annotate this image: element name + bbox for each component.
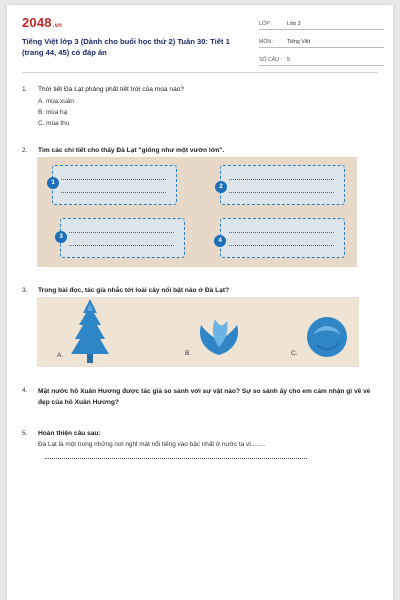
meta-panel — [259, 17, 384, 71]
question-text: Thời tiết Đà Lạt phảng phất tiết trời của mùa nào? — [38, 86, 185, 93]
badge-3: 3 — [55, 231, 67, 243]
question-number: 1. — [22, 86, 28, 93]
image-label-b: B. — [185, 350, 192, 357]
document-page — [7, 5, 393, 600]
question-number: 3. — [22, 287, 28, 294]
question-5-sentence: Đà Lạt là một trong những nơi nghỉ mát nổi tiếng vào bậc nhất ở nước ta vì........ — [38, 441, 266, 448]
meta-key: MÔN : — [259, 39, 274, 45]
option-c: C. mùa thu — [38, 120, 70, 127]
meta-value: Tiếng Việt — [287, 39, 311, 45]
document-title: Tiếng Việt lớp 3 (Dành cho buổi học thứ 2) Tuần 30: Tiết 1 (trang 44, 45) có đáp án — [22, 37, 230, 57]
question-number: 2. — [22, 147, 28, 154]
badge-4: 4 — [214, 235, 226, 247]
logo-text: 2048 — [22, 15, 52, 30]
logo-suffix: .vn — [52, 23, 63, 29]
question-4-text: Mặt nước hồ Xuân Hương được tác giả so sánh với sự vật nào? Sự so sánh ấy cho em cảm nhận gì về vẻ đẹp của hồ Xuân Hương? — [38, 388, 371, 406]
meta-value: 5 — [287, 57, 290, 63]
meta-key: SỐ CÂU : — [259, 57, 282, 63]
answer-card-3 — [60, 218, 185, 258]
answer-card-4 — [220, 218, 345, 258]
meta-value: Lớp 3 — [287, 21, 301, 27]
pine-tree-icon — [67, 299, 113, 365]
option-a: A. mùa xuân — [38, 98, 74, 105]
option-b: B. mùa hạ — [38, 109, 68, 116]
meta-row-count — [259, 53, 384, 66]
image-label-a: A. — [57, 352, 64, 359]
question-text: Trong bài đọc, tác giả nhắc tới loài cây nổi bật nào ở Đà Lạt? — [38, 287, 230, 294]
cabbage-plant-icon — [305, 315, 349, 359]
question-number: 5. — [22, 430, 28, 437]
meta-row-subject — [259, 35, 384, 48]
meta-key: LỚP : — [259, 21, 273, 27]
lotus-plant-icon — [195, 317, 243, 357]
answer-line[interactable] — [45, 458, 307, 459]
badge-2: 2 — [215, 181, 227, 193]
badge-1: 1 — [47, 177, 59, 189]
answer-card-1 — [52, 165, 177, 205]
question-number: 4. — [22, 387, 28, 394]
site-logo[interactable] — [22, 15, 62, 30]
answer-cards-image — [37, 157, 357, 267]
plants-image — [37, 297, 359, 367]
question-text: Hoàn thiện câu sau: — [38, 430, 101, 437]
header-divider — [22, 72, 378, 73]
image-label-c: C. — [291, 350, 298, 357]
meta-row-class — [259, 17, 384, 30]
question-text: Tìm các chi tiết cho thấy Đà Lạt "giống như một vườn lớn". — [38, 147, 225, 154]
answer-card-2 — [220, 165, 345, 205]
